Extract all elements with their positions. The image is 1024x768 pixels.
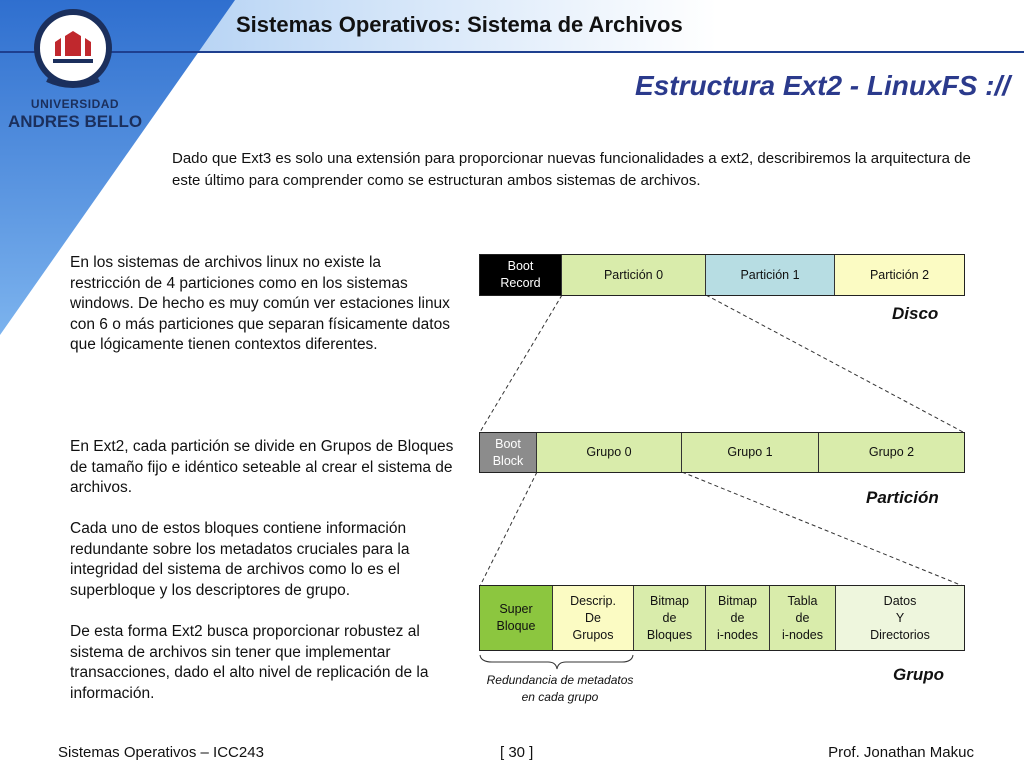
cell-line: Bitmap [650,593,689,608]
cell-line: Grupo 0 [586,445,632,459]
redundancy-label [470,672,650,706]
paragraph-2: En Ext2, cada partición se divide en Grupos de Bloques de tamaño fijo e idéntico seteable al crear el sistema de archivos. [70,438,454,496]
paragraph-4: De esta forma Ext2 busca proporcionar robustez al sistema de archivos sin tener que implementar transacciones, dado el alto nivel de replicación de la información. [70,623,429,702]
redundancy-label-line-1: Redundancia de metadatos [486,673,634,687]
cell-line: Boot [507,259,534,273]
cell-line: i-nodes [782,627,823,642]
group-cell-block-bitmap [634,586,706,650]
paragraph-3: Cada uno de estos bloques contiene información redundante sobre los metadatos cruciales para la integridad del sistema de archivos como lo es el superbloque y los descriptores de grupo. [70,520,410,599]
cell-line: Bloque [496,619,536,633]
footer-author: Prof. Jonathan Makuc [828,744,974,761]
redundancy-label-line-2: en cada grupo [521,690,599,704]
group-cell-inode-table [770,586,836,650]
group-row [479,585,965,651]
cell-line: De [585,610,601,625]
disk-cell-partition-1 [706,255,835,295]
cell-line: Boot [495,436,521,451]
disk-cell-boot-record [480,255,562,295]
cell-line: Grupo 1 [727,445,773,459]
partition-cell-boot-block [480,433,537,472]
slide-title: Estructura Ext2 - LinuxFS :// [635,70,1010,101]
cell-line: Super [499,602,533,616]
cell-line: Directorios [870,627,930,642]
footer-course: Sistemas Operativos – ICC243 [58,744,264,761]
cell-line: de [730,610,745,625]
cell-line: de [662,610,677,625]
logo-line-1: UNIVERSIDAD [30,97,120,111]
disk-row [479,254,965,296]
cell-line: Grupo 2 [868,445,915,459]
logo-line-2: ANDRES BELLO [7,112,143,131]
partition-row [479,432,965,473]
cell-line: Datos [883,593,917,608]
group-cell-data-directories [836,586,964,650]
footer-page-number: [ 30 ] [500,744,534,761]
cell-line: Partición 1 [740,267,800,282]
group-cell-group-descriptors [553,586,634,650]
partition-cell-group-2 [819,433,964,472]
group-cell-inode-bitmap [706,586,770,650]
partition-cell-group-0 [537,433,682,472]
cell-line: Y [895,610,905,625]
group-caption: Grupo [893,665,944,684]
cell-line: Descrip. [570,593,616,608]
disk-cell-partition-0 [562,255,706,295]
cell-line: Partición 0 [603,267,664,282]
cell-line: Partición 2 [869,267,930,282]
intro-text: Dado que Ext3 es solo una extensión para proporcionar nuevas funcionalidades a ext2, describiremos la arquitectura de este último para comprender como se estructuran ambos sistemas de archivos. [172,150,971,189]
partition-caption: Partición [866,488,939,507]
cell-line: Grupos [572,627,614,642]
cell-line: de [795,610,810,625]
group-cell-superblock [480,586,553,650]
partition-cell-group-1 [682,433,819,472]
disk-caption: Disco [892,304,939,323]
cell-line: Bloques [646,627,693,642]
cell-line: Block [492,453,524,468]
cell-line: Bitmap [718,593,757,608]
paragraph-1: En los sistemas de archivos linux no existe la restricción de 4 particiones como en los sistemas windows. De hecho es muy común ver estaciones linux con 6 o más particiones que separan físicamente datos que lógicamente tienen contextos diferentes. [70,254,450,353]
cell-line: Record [500,276,541,290]
cell-line: Tabla [787,593,818,608]
cell-line: i-nodes [717,627,758,642]
disk-cell-partition-2 [835,255,964,295]
header-title: Sistemas Operativos: Sistema de Archivos [236,12,683,37]
